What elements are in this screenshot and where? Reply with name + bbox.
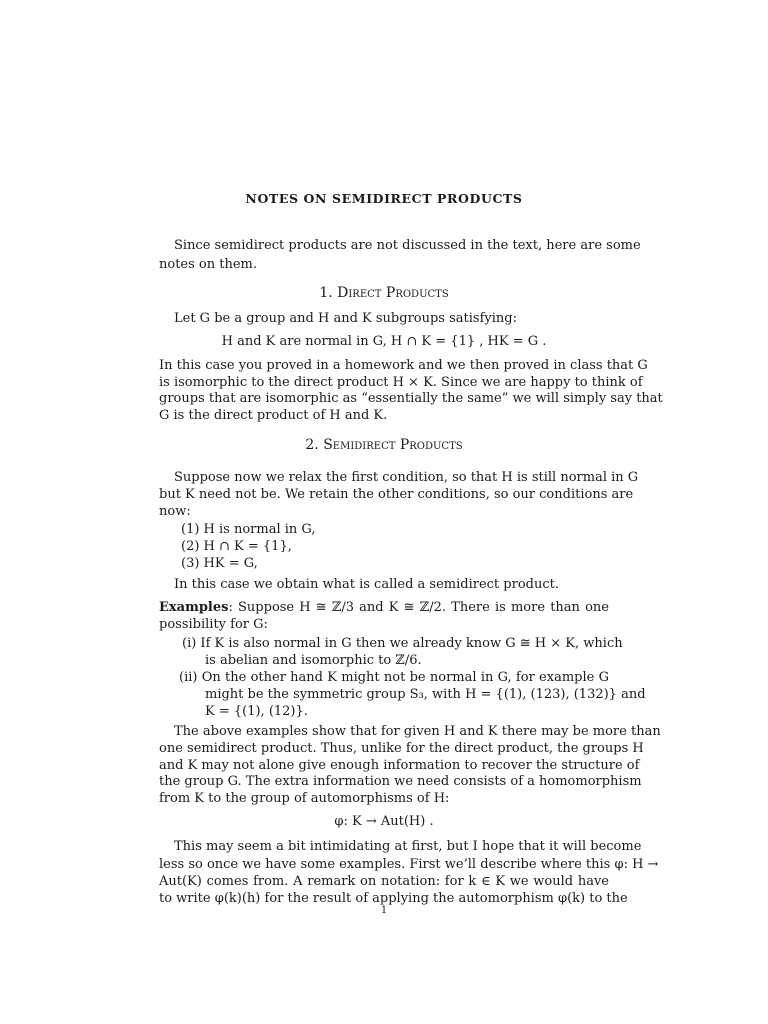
section1-lead: Let G be a group and H and K subgroups satisfying:	[174, 311, 517, 326]
section2-para2-line-5: from K to the group of automorphisms of H:	[159, 791, 450, 806]
example-item-ii-line-3: K = {(1), (12)}.	[205, 704, 308, 719]
examples-line-1	[159, 599, 609, 616]
section2-para2-line-4: the group G. The extra information we need consists of a homomorphism	[159, 774, 642, 789]
section2-para2-line-3: and K may not alone give enough information to recover the structure of	[159, 758, 640, 773]
section2-para3-line-2: less so once we have some examples. First we’ll describe where this φ: H →	[159, 857, 659, 872]
document-title: NOTES ON SEMIDIRECT PRODUCTS	[245, 191, 523, 206]
example-item-ii-line-2: might be the symmetric group S₃, with H = {(1), (123), (132)} and	[205, 687, 646, 702]
section-title-2: Semidirect Products	[323, 437, 463, 453]
section-heading-2	[0, 437, 768, 453]
section2-para2-line-2: one semidirect product. Thus, unlike for the direct product, the groups H	[159, 741, 644, 756]
example-item-ii-line-1: (ii) On the other hand K might not be normal in G, for example G	[179, 670, 609, 685]
section1-display-equation: H and K are normal in G, H ∩ K = {1} , HK = G .	[221, 334, 547, 349]
section1-para-line-4: G is the direct product of H and K.	[159, 408, 388, 423]
section2-para3-line-1: This may seem a bit intimidating at first, but I hope that it will become	[174, 839, 642, 854]
page-number: 1	[380, 905, 388, 916]
example-item-i-line-1: (i) If K is also normal in G then we already know G ≅ H × K, which	[182, 636, 623, 651]
section1-para-line-1: In this case you proved in a homework and we then proved in class that G	[159, 358, 648, 373]
section1-para-line-3: groups that are isomorphic as “essentially the same” we will simply say that	[159, 391, 663, 406]
intro-line-1: Since semidirect products are not discussed in the text, here are some	[174, 238, 641, 253]
section-title-1: Direct Products	[337, 285, 449, 301]
examples-line-2: possibility for G:	[159, 617, 268, 632]
section-heading-1	[0, 285, 768, 301]
intro-line-2: notes on them.	[159, 257, 258, 272]
section2-para3-line-3: Aut(K) comes from. A remark on notation: for k ∈ K we would have	[159, 874, 609, 889]
condition-2: (2) H ∩ K = {1},	[181, 539, 292, 554]
condition-3: (3) HK = G,	[181, 556, 258, 571]
section-number-1: 1.	[319, 285, 333, 301]
section1-para-line-2: is isomorphic to the direct product H × K. Since we are happy to think of	[159, 375, 643, 390]
section2-para2-line-1: The above examples show that for given H and K there may be more than	[174, 724, 661, 739]
examples-label: Examples	[159, 600, 229, 615]
section-number-2: 2.	[305, 437, 319, 453]
condition-1: (1) H is normal in G,	[181, 522, 316, 537]
section2-para1-line-2: but K need not be. We retain the other conditions, so our conditions are	[159, 487, 634, 502]
section2-para1-line-1: Suppose now we relax the first condition, so that H is still normal in G	[174, 470, 639, 485]
section2-para3-line-4: to write φ(k)(h) for the result of applying the automorphism φ(k) to the	[159, 891, 628, 906]
section2-para1-line-3: now:	[159, 504, 191, 519]
example-item-i-line-2: is abelian and isomorphic to ℤ/6.	[205, 653, 422, 668]
homomorphism-display-equation: φ: K → Aut(H) .	[334, 814, 434, 829]
examples-lead-text: : Suppose H ≅ ℤ/3 and K ≅ ℤ/2. There is more than one	[228, 600, 609, 615]
semidirect-definition-line: In this case we obtain what is called a semidirect product.	[174, 577, 559, 592]
